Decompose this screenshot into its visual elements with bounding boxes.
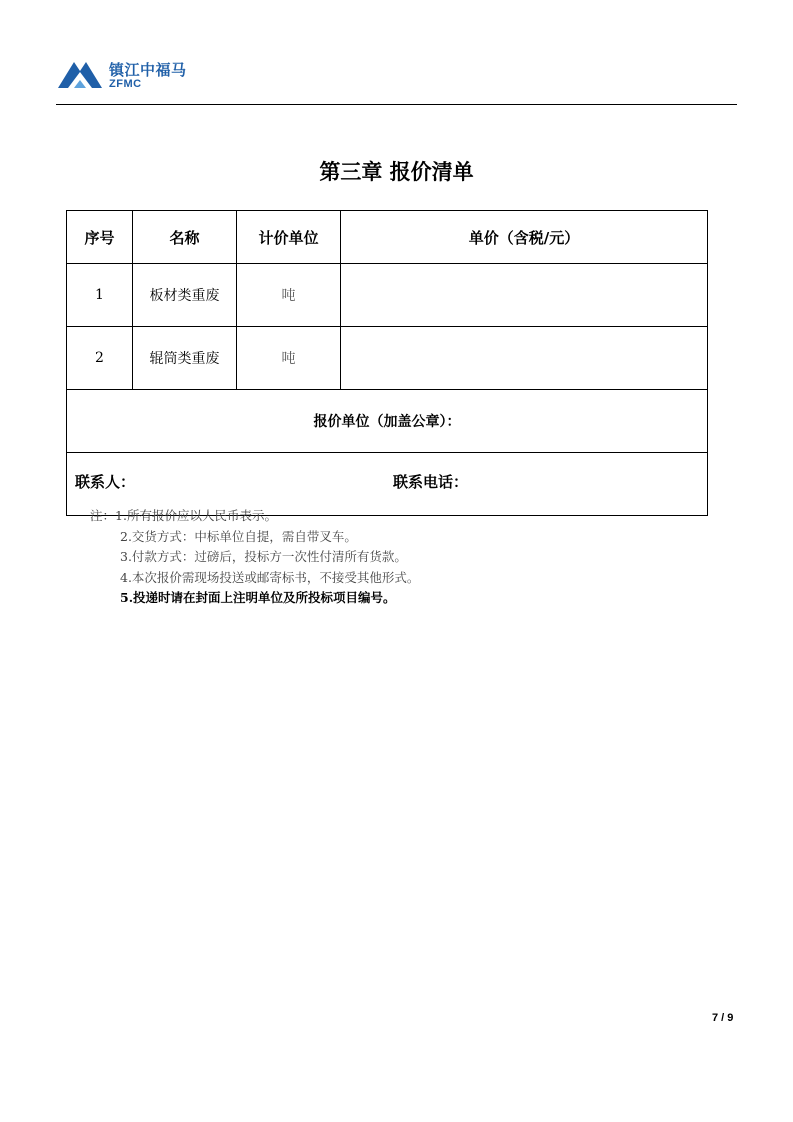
table-header-row (67, 211, 708, 264)
header-divider (56, 104, 737, 105)
mountain-logo-icon (56, 56, 104, 92)
table-row (67, 264, 708, 327)
row-number: 1 (67, 264, 133, 327)
logo-chinese-name: 镇江中福马 (109, 61, 187, 79)
company-logo (56, 56, 196, 92)
notes-section (90, 506, 419, 609)
note-item: 4.本次报价需现场投送或邮寄标书，不接受其他形式。 (120, 569, 420, 585)
note-item: 3.付款方式：过磅后，投标方一次性付清所有货款。 (120, 549, 407, 564)
company-row (67, 390, 708, 453)
item-name: 板材类重废 (133, 264, 237, 327)
notes-prefix: 注： (90, 508, 116, 523)
column-header-name: 名称 (133, 211, 237, 264)
column-header-price: 单价（含税/元） (341, 211, 708, 264)
contact-phone-field[interactable]: 联系电话： (393, 473, 469, 491)
note-item: 注：1.所有报价应以人民币表示。 (90, 508, 277, 523)
item-name: 辊筒类重废 (133, 327, 237, 390)
column-header-no: 序号 (67, 211, 133, 264)
note-item: 5.投递时请在封面上注明单位及所投标项目编号。 (120, 590, 396, 605)
page-title: 第三章 报价清单 (319, 159, 474, 184)
row-number: 2 (67, 327, 133, 390)
note-item: 2.交货方式：中标单位自提，需自带叉车。 (120, 528, 357, 544)
logo-english-name: ZFMC (109, 78, 142, 90)
quote-table (66, 210, 708, 516)
company-stamp-field[interactable]: 报价单位（加盖公章）： (67, 390, 708, 453)
item-unit: 吨 (237, 327, 341, 390)
contact-person-field[interactable]: 联系人： (75, 473, 136, 491)
item-unit: 吨 (237, 264, 341, 327)
price-input-cell[interactable] (341, 327, 708, 390)
column-header-unit: 计价单位 (237, 211, 341, 264)
table-row (67, 327, 708, 390)
page-number: 7 / 9 (712, 1012, 734, 1024)
price-input-cell[interactable] (341, 264, 708, 327)
